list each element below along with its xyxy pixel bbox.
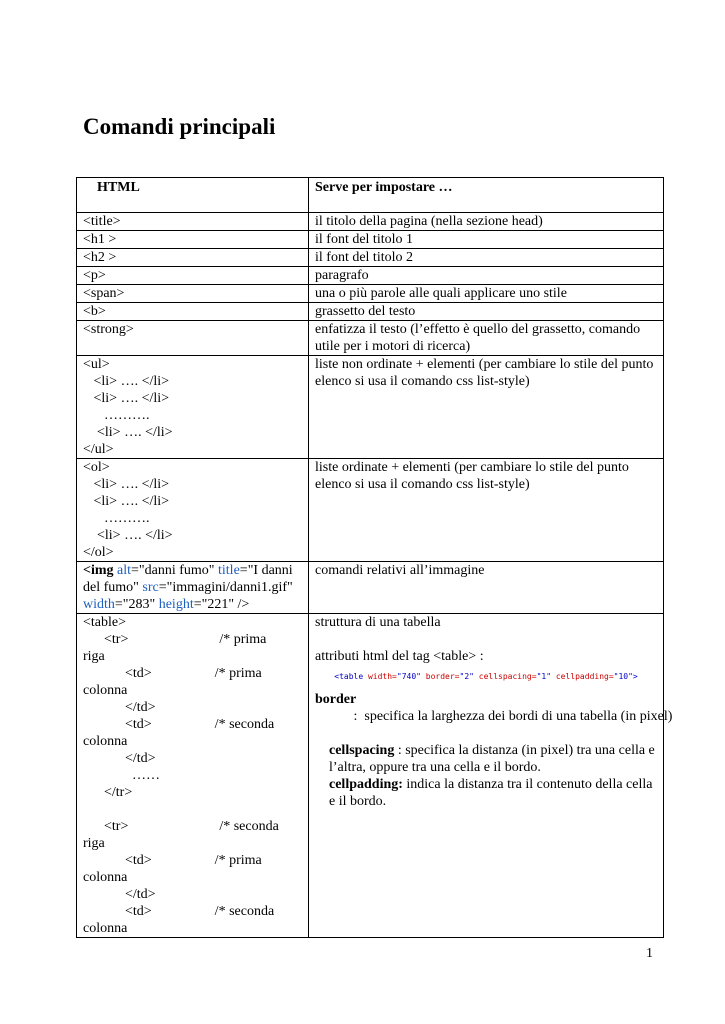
code-line: ………. [83,408,150,423]
border-description: border : specifica la larghezza dei bordi di una tabella (in pixel) [315,692,673,724]
attr-name: title [218,563,240,578]
attr-value: ="immagini/danni1.gif" [158,580,293,595]
desc-cell: una o più parole alle quali applicare uno stile [309,285,664,303]
tag-cell: <h1 > [77,231,309,249]
code-line: <li> …. </li> [83,374,170,389]
table-code-cell [77,614,309,938]
code-line: <table> [83,615,126,630]
img-code-cell [77,562,309,614]
tag-cell: <b> [77,303,309,321]
table-desc-cell [309,614,673,938]
code-line: <tr> /* seconda [83,819,279,834]
page-number: 1 [646,946,653,961]
cellspacing-description: cellspacing : specifica la distanza (in pixel) tra una cella e l’altra, oppure tra una cella e il bordo. [329,743,655,775]
table-code-snippet: <table width="740" border="2" cellspacing="1" cellpadding="10"> [334,672,638,681]
attr-name: src [142,580,159,595]
cellpadding-description: cellpadding: indica la distanza tra il contenuto della cella e il bordo. [329,777,653,809]
table-row-img [77,562,664,614]
code-line: <ol> [83,460,110,475]
attr-name: alt [117,563,132,578]
tag-cell: <p> [77,267,309,285]
header-purpose: Serve per impostare … [309,178,664,213]
desc-intro: struttura di una tabella [315,615,441,630]
code-line: <td> /* prima [83,666,262,681]
code-line: <li> …. </li> [83,425,173,440]
img-tag: <img [83,563,114,578]
code-line: <li> …. </li> [83,391,170,406]
desc-cell: liste ordinate + elementi (per cambiare lo stile del punto elenco si usa il comando css list-style) [309,459,664,562]
code-line: </td> [83,751,156,766]
table-row [77,213,664,231]
code-line: riga [83,836,105,851]
code-line: <td> /* prima [83,853,262,868]
attr-name: height [158,597,194,612]
code-line: …… [83,768,160,783]
desc-attrs: attributi html del tag <table> : [315,649,484,664]
table-row-ul [77,356,664,459]
attr-value: ="I danni del fumo" [83,563,293,595]
code-line: colonna [83,921,128,936]
page-title: Comandi principali [83,114,276,139]
code-line: <li> …. </li> [83,528,173,543]
header-html: HTML [77,178,309,213]
table-row-ol [77,459,664,562]
code-line: </tr> [83,785,133,800]
code-line: </td> [83,887,156,902]
table-row [77,285,664,303]
attr-name: width [83,597,115,612]
code-line: colonna [83,734,128,749]
desc-cell: enfatizza il testo (l’effetto è quello del grassetto, comando utile per i motori di ricerca) [309,321,664,356]
code-line: <ul> [83,357,110,372]
table-row [77,267,664,285]
desc-cell: il titolo della pagina (nella sezione head) [309,213,664,231]
desc-cell: il font del titolo 1 [309,231,664,249]
code-line: </td> [83,700,156,715]
desc-cell: paragrafo [309,267,664,285]
tag-cell: <span> [77,285,309,303]
desc-cell: liste non ordinate + elementi (per cambiare lo stile del punto elenco si usa il comando css list-style) [309,356,664,459]
code-line: <td> /* seconda [83,904,275,919]
attr-value: ="221" /> [193,597,250,612]
desc-cell: il font del titolo 2 [309,249,664,267]
code-line: colonna [83,683,128,698]
tag-cell: <h2 > [77,249,309,267]
code-line: riga [83,649,105,664]
code-line: ………. [83,511,150,526]
code-line: </ol> [83,545,114,560]
code-line: colonna [83,870,128,885]
table-row [77,303,664,321]
tag-cell: <strong> [77,321,309,356]
blank-line [83,801,302,818]
ul-code-cell [77,356,309,459]
table-row [77,249,664,267]
code-line: <li> …. </li> [83,477,170,492]
attr-value: ="danni fumo" [131,563,219,578]
code-line: <tr> /* prima [83,632,267,647]
code-line: <li> …. </li> [83,494,170,509]
code-line: <td> /* seconda [83,717,275,732]
desc-cell: grassetto del testo [309,303,664,321]
table-header-row [77,178,664,213]
code-line: </ul> [83,442,114,457]
commands-table [76,177,673,938]
desc-cell: comandi relativi all’immagine [309,562,664,614]
attr-value: ="283" [114,597,159,612]
table-row [77,321,664,356]
ol-code-cell [77,459,309,562]
table-row-table [77,614,664,938]
table-row [77,231,664,249]
tag-cell: <title> [77,213,309,231]
